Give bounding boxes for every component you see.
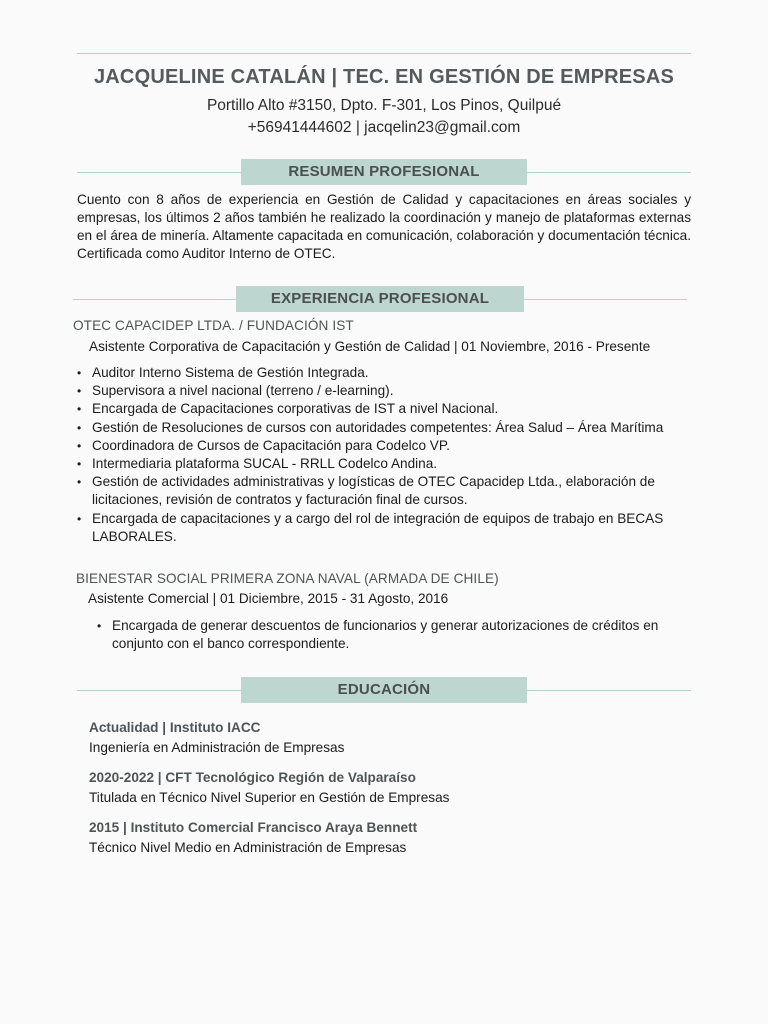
education-heading: 2015 | Instituto Comercial Francisco Araya Bennett — [89, 820, 418, 835]
education-entry — [89, 768, 689, 808]
summary-text: Cuento con 8 años de experiencia en Gestión de Calidad y capacitaciones en áreas sociales y empresas, los últimos 2 años también he realizado la coordinación y manejo de plataformas externas en el área de minería. Altamente capacitada en comunicación, colaboración y documentación técnica. Certificada como Auditor Interno de OTEC. — [77, 192, 691, 261]
list-item: • Auditor Interno Sistema de Gestión Integrada. — [77, 364, 697, 382]
summary-rule-right — [527, 172, 691, 173]
list-item: • Coordinadora de Cursos de Capacitación para Codelco VP. — [77, 437, 697, 455]
experience-rule-right — [524, 299, 687, 300]
experience-bullets — [97, 617, 687, 653]
education-rule-right — [527, 690, 691, 691]
experience-org: BIENESTAR SOCIAL PRIMERA ZONA NAVAL (ARMADA DE CHILE) — [76, 571, 499, 586]
education-description: Titulada en Técnico Nivel Superior en Gestión de Empresas — [89, 790, 450, 805]
list-item: • Intermediaria plataforma SUCAL - RRLL Codelco Andina. — [77, 455, 697, 473]
address: Portillo Alto #3150, Dpto. F-301, Los Pinos, Quilpué — [206, 97, 562, 114]
list-item: • Gestión de Resoluciones de cursos con autoridades competentes: Área Salud – Área Marítima — [77, 419, 697, 437]
experience-org: OTEC CAPACIDEP LTDA. / FUNDACIÓN IST — [73, 318, 354, 333]
top-divider — [77, 53, 691, 54]
name-title: JACQUELINE CATALÁN | TEC. EN GESTIÓN DE EMPRESAS — [93, 66, 675, 88]
summary-rule-left — [77, 172, 241, 173]
experience-rule-left — [73, 299, 236, 300]
experience-role: Asistente Corporativa de Capacitación y Gestión de Calidad | 01 Noviembre, 2016 - Presente — [89, 339, 651, 354]
list-item: • Supervisora a nivel nacional (terreno / e-learning). — [77, 382, 697, 400]
phone-email: +56941444602 | jacqelin23@gmail.com — [247, 119, 521, 136]
education-heading: 2020-2022 | CFT Tecnológico Región de Valparaíso — [89, 770, 416, 785]
experience-bullets — [77, 364, 697, 546]
education-entry — [89, 818, 689, 858]
education-rule-left — [77, 690, 241, 691]
education-heading: Actualidad | Instituto IACC — [89, 720, 261, 735]
education-section-title: EDUCACIÓN — [241, 677, 527, 703]
summary-section-title: RESUMEN PROFESIONAL — [241, 159, 527, 185]
list-item: • Encargada de capacitaciones y a cargo del rol de integración de equipos de trabajo en BECAS LABORALES. — [77, 510, 697, 546]
education-description: Técnico Nivel Medio en Administración de Empresas — [89, 840, 407, 855]
education-entry — [89, 718, 689, 758]
list-item: • Gestión de actividades administrativas y logísticas de OTEC Capacidep Ltda., elaboración de licitaciones, revisión de contratos y facturación final de cursos. — [77, 473, 697, 509]
list-item: • Encargada de generar descuentos de funcionarios y generar autorizaciones de créditos en conjunto con el banco correspondiente. — [97, 617, 687, 653]
experience-role: Asistente Comercial | 01 Diciembre, 2015 - 31 Agosto, 2016 — [88, 591, 449, 606]
list-item: • Encargada de Capacitaciones corporativas de IST a nivel Nacional. — [77, 400, 697, 418]
education-description: Ingeniería en Administración de Empresas — [89, 740, 345, 755]
experience-section-title: EXPERIENCIA PROFESIONAL — [236, 286, 524, 312]
